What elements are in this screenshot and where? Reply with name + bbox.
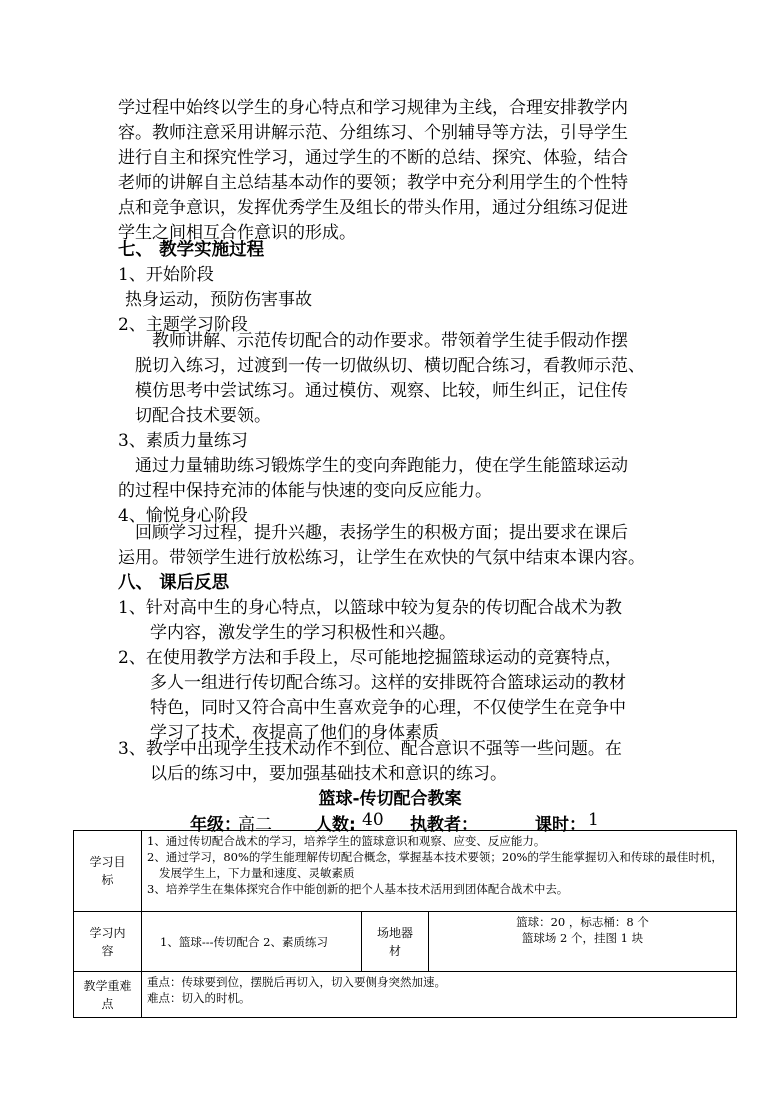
lesson-plan-title: 篮球-传切配合教案 [318,789,462,809]
count-label: 人数: [315,815,356,835]
phase-4-line: 回顾学习过程，提升兴趣，表扬学生的积极方面；提出要求在课后 [135,523,628,543]
keypoints-cell [142,972,737,1018]
venue-label: 场地器材 [362,912,429,972]
content-value: 1、篮球---传切配合 2、素质练习 [142,912,362,972]
phase-2-line: 模仿思考中尝试练习。通过模仿、观察、比较，师生纠正，记住传 [135,381,628,401]
intro-line: 容。教师注意采用讲解示范、分组练习、个别辅导等方法，引导学生 [118,123,628,143]
reflection-item-line: 3、教学中出现学生技术动作不到位、配合意识不强等一些问题。在 [118,739,622,759]
reflection-item-line: 特色，同时又符合高中生喜欢竞争的心理，不仅使学生在竞争中 [150,698,626,718]
reflection-item-line: 1、针对高中生的身心特点，以篮球中较为复杂的传切配合战术为教 [118,598,622,618]
reflection-item-line: 2、在使用教学方法和手段上，尽可能地挖掘篮球运动的竞赛特点， [118,648,622,668]
phase-2-title: 2、主题学习阶段 [118,315,248,335]
grade-value: 高二 [238,815,272,835]
goal-item: 3、培养学生在集体探究合作中能创新的把个人基本技术活用到团体配合战术中去。 [147,882,569,896]
section-8-heading: 八、 课后反思 [118,573,230,593]
phase-4-line: 运用。带领学生进行放松练习，让学生在欢快的气氛中结束本课内容。 [118,548,645,568]
count-value: 40 [362,810,384,830]
reflection-item-line: 学习了技术，夜提高了他们的身体素质 [150,723,439,743]
intro-line: 进行自主和探究性学习，通过学生的不断的总结、探究、体验，结合 [118,148,628,168]
goal-item: 2、通过学习，80%的学生能理解传切配合概念，掌握基本技术要领；20%的学生能掌握切入和传球的最佳时机，发展学生上，下力量和速度、灵敏素质 [147,850,723,880]
period-label: 课时： [535,815,586,835]
table-row [74,831,737,912]
period-value: 1 [588,810,599,830]
phase-3-title: 3、素质力量练习 [118,431,248,451]
table-row [74,972,737,1018]
teacher-label: 执教者： [410,815,478,835]
content-label: 学习内容 [74,912,142,972]
intro-line: 点和竞争意识，发挥优秀学生及组长的带头作用，通过分组练习促进 [118,198,628,218]
phase-2-line: 脱切入练习，过渡到一传一切做纵切、横切配合练习，看教师示范、 [135,356,645,376]
table-row [74,912,737,972]
phase-1-text: 热身运动，预防伤害事故 [125,290,312,310]
goals-label: 学习目标 [74,831,142,912]
keypoints-label: 教学重难点 [74,972,142,1018]
lesson-info-row [0,810,780,835]
venue-cell [429,912,737,972]
reflection-item-line: 学内容，激发学生的学习积极性和兴趣。 [150,623,456,643]
reflection-item-line: 以后的练习中，要加强基础技术和意识的练习。 [150,764,507,784]
venue-courts: 篮球场 2 个，挂图 1 块 [521,931,644,945]
venue-equipment: 篮球：20 ，标志桶：8 个 [516,915,649,929]
phase-3-line: 的过程中保持充沛的体能与快速的变向反应能力。 [118,481,492,501]
key-point: 重点：传球要到位，摆脱后再切入，切入要侧身突然加速。 [147,975,446,989]
intro-line: 老师的讲解自主总结基本动作的要领；教学中充分利用学生的个性特 [118,173,628,193]
intro-line: 学过程中始终以学生的身心特点和学习规律为主线，合理安排教学内 [118,98,628,118]
goal-item: 1、通过传切配合战术的学习，培养学生的篮球意识和观察、应变、反应能力。 [147,834,546,848]
phase-4-title: 4、愉悦身心阶段 [118,506,248,526]
lesson-plan-table [73,830,737,1018]
phase-2-line: 切配合技术要领。 [135,406,271,426]
section-7-heading: 七、 教学实施过程 [118,240,265,260]
intro-line: 学生之间相互合作意识的形成。 [118,223,356,243]
phase-3-line: 通过力量辅助练习锻炼学生的变向奔跑能力，使在学生能篮球运动 [135,456,628,476]
difficult-point: 难点：切入的时机。 [147,991,251,1005]
phase-2-line: 教师讲解、示范传切配合的动作要求。带领着学生徒手假动作摆 [152,331,628,351]
grade-label: 年级： [190,815,241,835]
phase-1-title: 1、开始阶段 [118,265,214,285]
reflection-item-line: 多人一组进行传切配合练习。这样的安排既符合篮球运动的教材 [150,673,626,693]
goals-cell [142,831,737,912]
